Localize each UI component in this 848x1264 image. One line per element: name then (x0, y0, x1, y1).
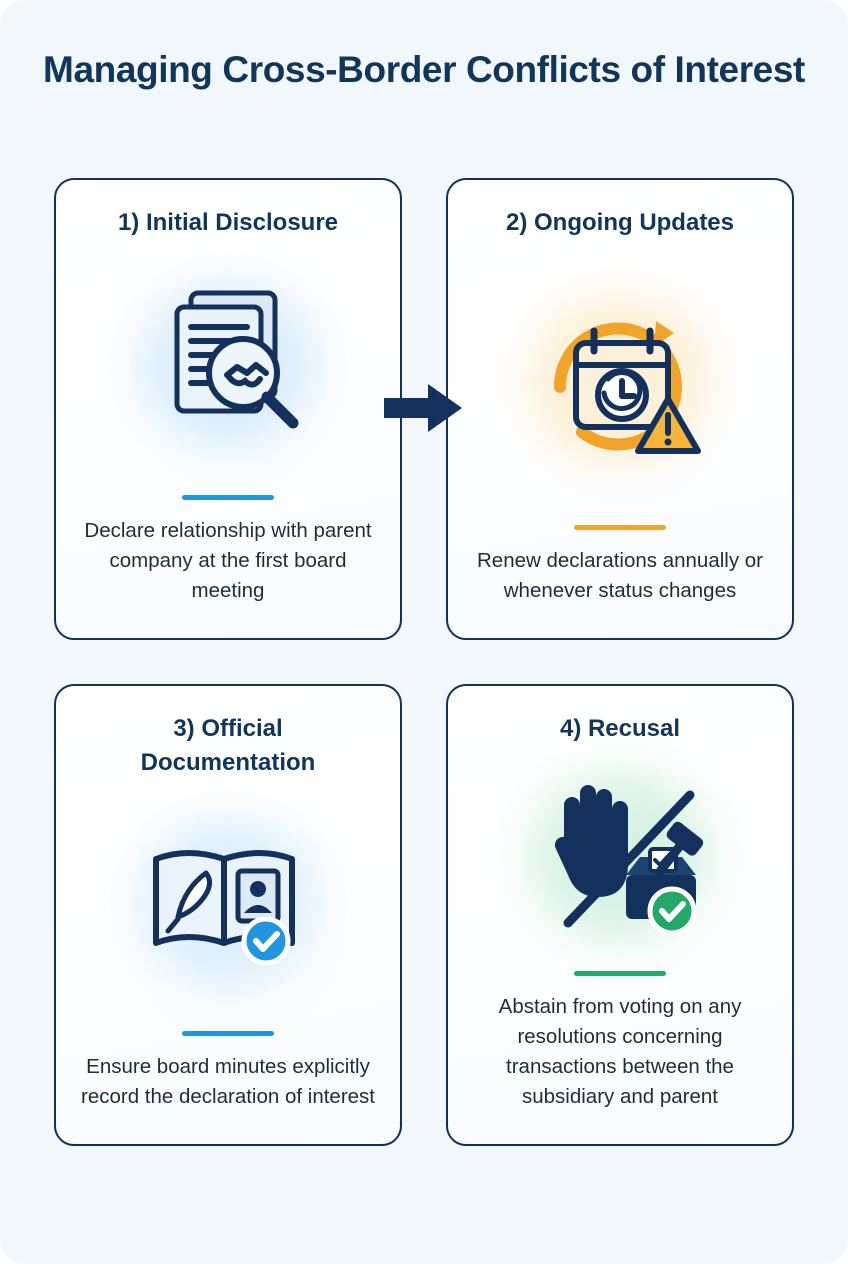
arrow-step1-to-step2 (376, 378, 472, 438)
step-1-accent-rule (182, 495, 274, 500)
step-3-title: 3) Official Documentation (140, 715, 316, 776)
hand-stop-ballot-gavel-check-icon (520, 761, 720, 951)
step-card-4[interactable] (446, 684, 794, 1146)
step-3-accent-rule (182, 1031, 274, 1036)
step-4-title: 4) Recusal (559, 715, 681, 742)
step-2-description: Renew declarations annually or whenever status changes (476, 549, 764, 602)
steps-grid (54, 178, 794, 1146)
calendar-refresh-warning-icon (520, 285, 720, 475)
step-4-icon-area (466, 746, 774, 965)
step-1-icon-area (74, 240, 382, 489)
step-card-1[interactable] (54, 178, 402, 640)
step-card-3[interactable] (54, 684, 402, 1146)
steps-row-1 (54, 178, 794, 640)
documents-with-handshake-magnifier-icon (128, 270, 328, 460)
step-2-accent-rule (574, 525, 666, 530)
step-4-accent-rule (574, 971, 666, 976)
step-2-icon-area (466, 240, 774, 519)
steps-row-2 (54, 684, 794, 1146)
poster-canvas (10, 10, 838, 1254)
step-1-description: Declare relationship with parent company at the first board meeting (84, 519, 372, 602)
page-title: Managing Cross-Border Conflicts of Interest (43, 49, 805, 90)
step-3-icon-area (74, 780, 382, 1025)
open-book-quill-stamp-check-icon (128, 808, 328, 998)
step-3-description: Ensure board minutes explicitly record the declaration of interest (81, 1055, 375, 1108)
step-card-2[interactable] (446, 178, 794, 640)
step-2-title: 2) Ongoing Updates (506, 209, 734, 236)
step-4-description: Abstain from voting on any resolutions concerning transactions between the subsidiary and parent (498, 995, 742, 1108)
step-1-title: 1) Initial Disclosure (117, 209, 339, 236)
